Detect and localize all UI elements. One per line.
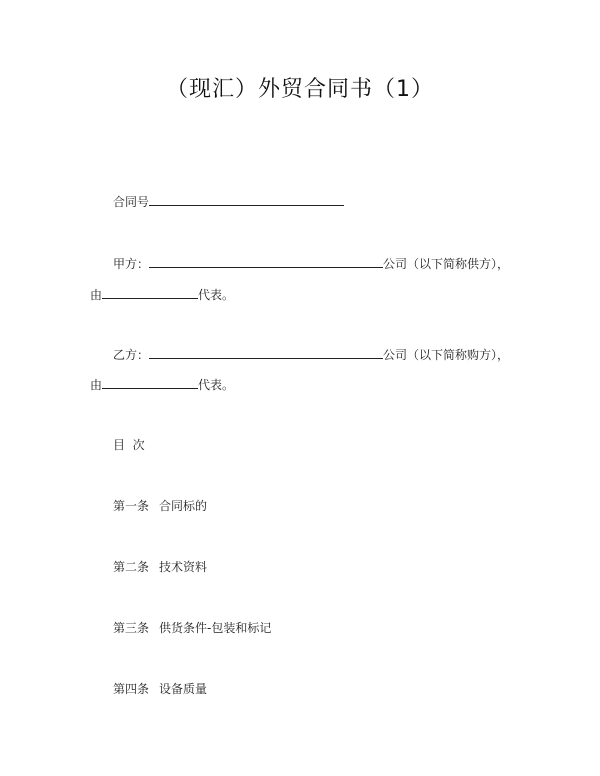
party-a-representative-line xyxy=(90,286,234,303)
party-b-name-blank xyxy=(149,346,383,359)
contract-number-label: 合同号 xyxy=(113,195,150,209)
party-a-suffix: 公司（以下简称供方）， xyxy=(383,257,510,271)
party-b-line xyxy=(113,346,509,363)
party-b-rep-prefix: 由 xyxy=(90,378,103,392)
toc-item-number: 第二条 xyxy=(113,560,150,574)
party-a-label: 甲方： xyxy=(113,257,150,271)
toc-item xyxy=(113,620,271,636)
party-a-representative-blank xyxy=(102,286,198,299)
toc-item-text: 技术资料 xyxy=(159,560,208,574)
toc-item-text: 供货条件-包装和标记 xyxy=(159,621,272,635)
toc-item-number: 第四条 xyxy=(113,682,150,696)
party-b-rep-suffix: 代表。 xyxy=(198,378,235,392)
party-a-rep-suffix: 代表。 xyxy=(198,288,235,302)
party-b-representative-line xyxy=(90,376,234,393)
party-a-line xyxy=(113,255,509,272)
document-title: （现汇）外贸合同书（1） xyxy=(166,77,434,102)
toc-item xyxy=(113,559,207,575)
toc-item-number: 第一条 xyxy=(113,499,150,513)
party-b-label: 乙方： xyxy=(113,348,150,362)
contract-number-line xyxy=(113,193,344,210)
party-b-representative-blank xyxy=(102,376,198,389)
party-a-rep-prefix: 由 xyxy=(90,288,103,302)
toc-item-text: 设备质量 xyxy=(159,682,208,696)
contract-number-blank xyxy=(149,193,344,206)
toc-item-number: 第三条 xyxy=(113,621,150,635)
toc-item xyxy=(113,681,207,697)
toc-heading: 目 次 xyxy=(113,438,145,452)
party-b-suffix: 公司（以下简称购方）， xyxy=(383,348,510,362)
toc-item-text: 合同标的 xyxy=(159,499,208,513)
toc-item xyxy=(113,498,207,514)
party-a-name-blank xyxy=(149,255,383,268)
